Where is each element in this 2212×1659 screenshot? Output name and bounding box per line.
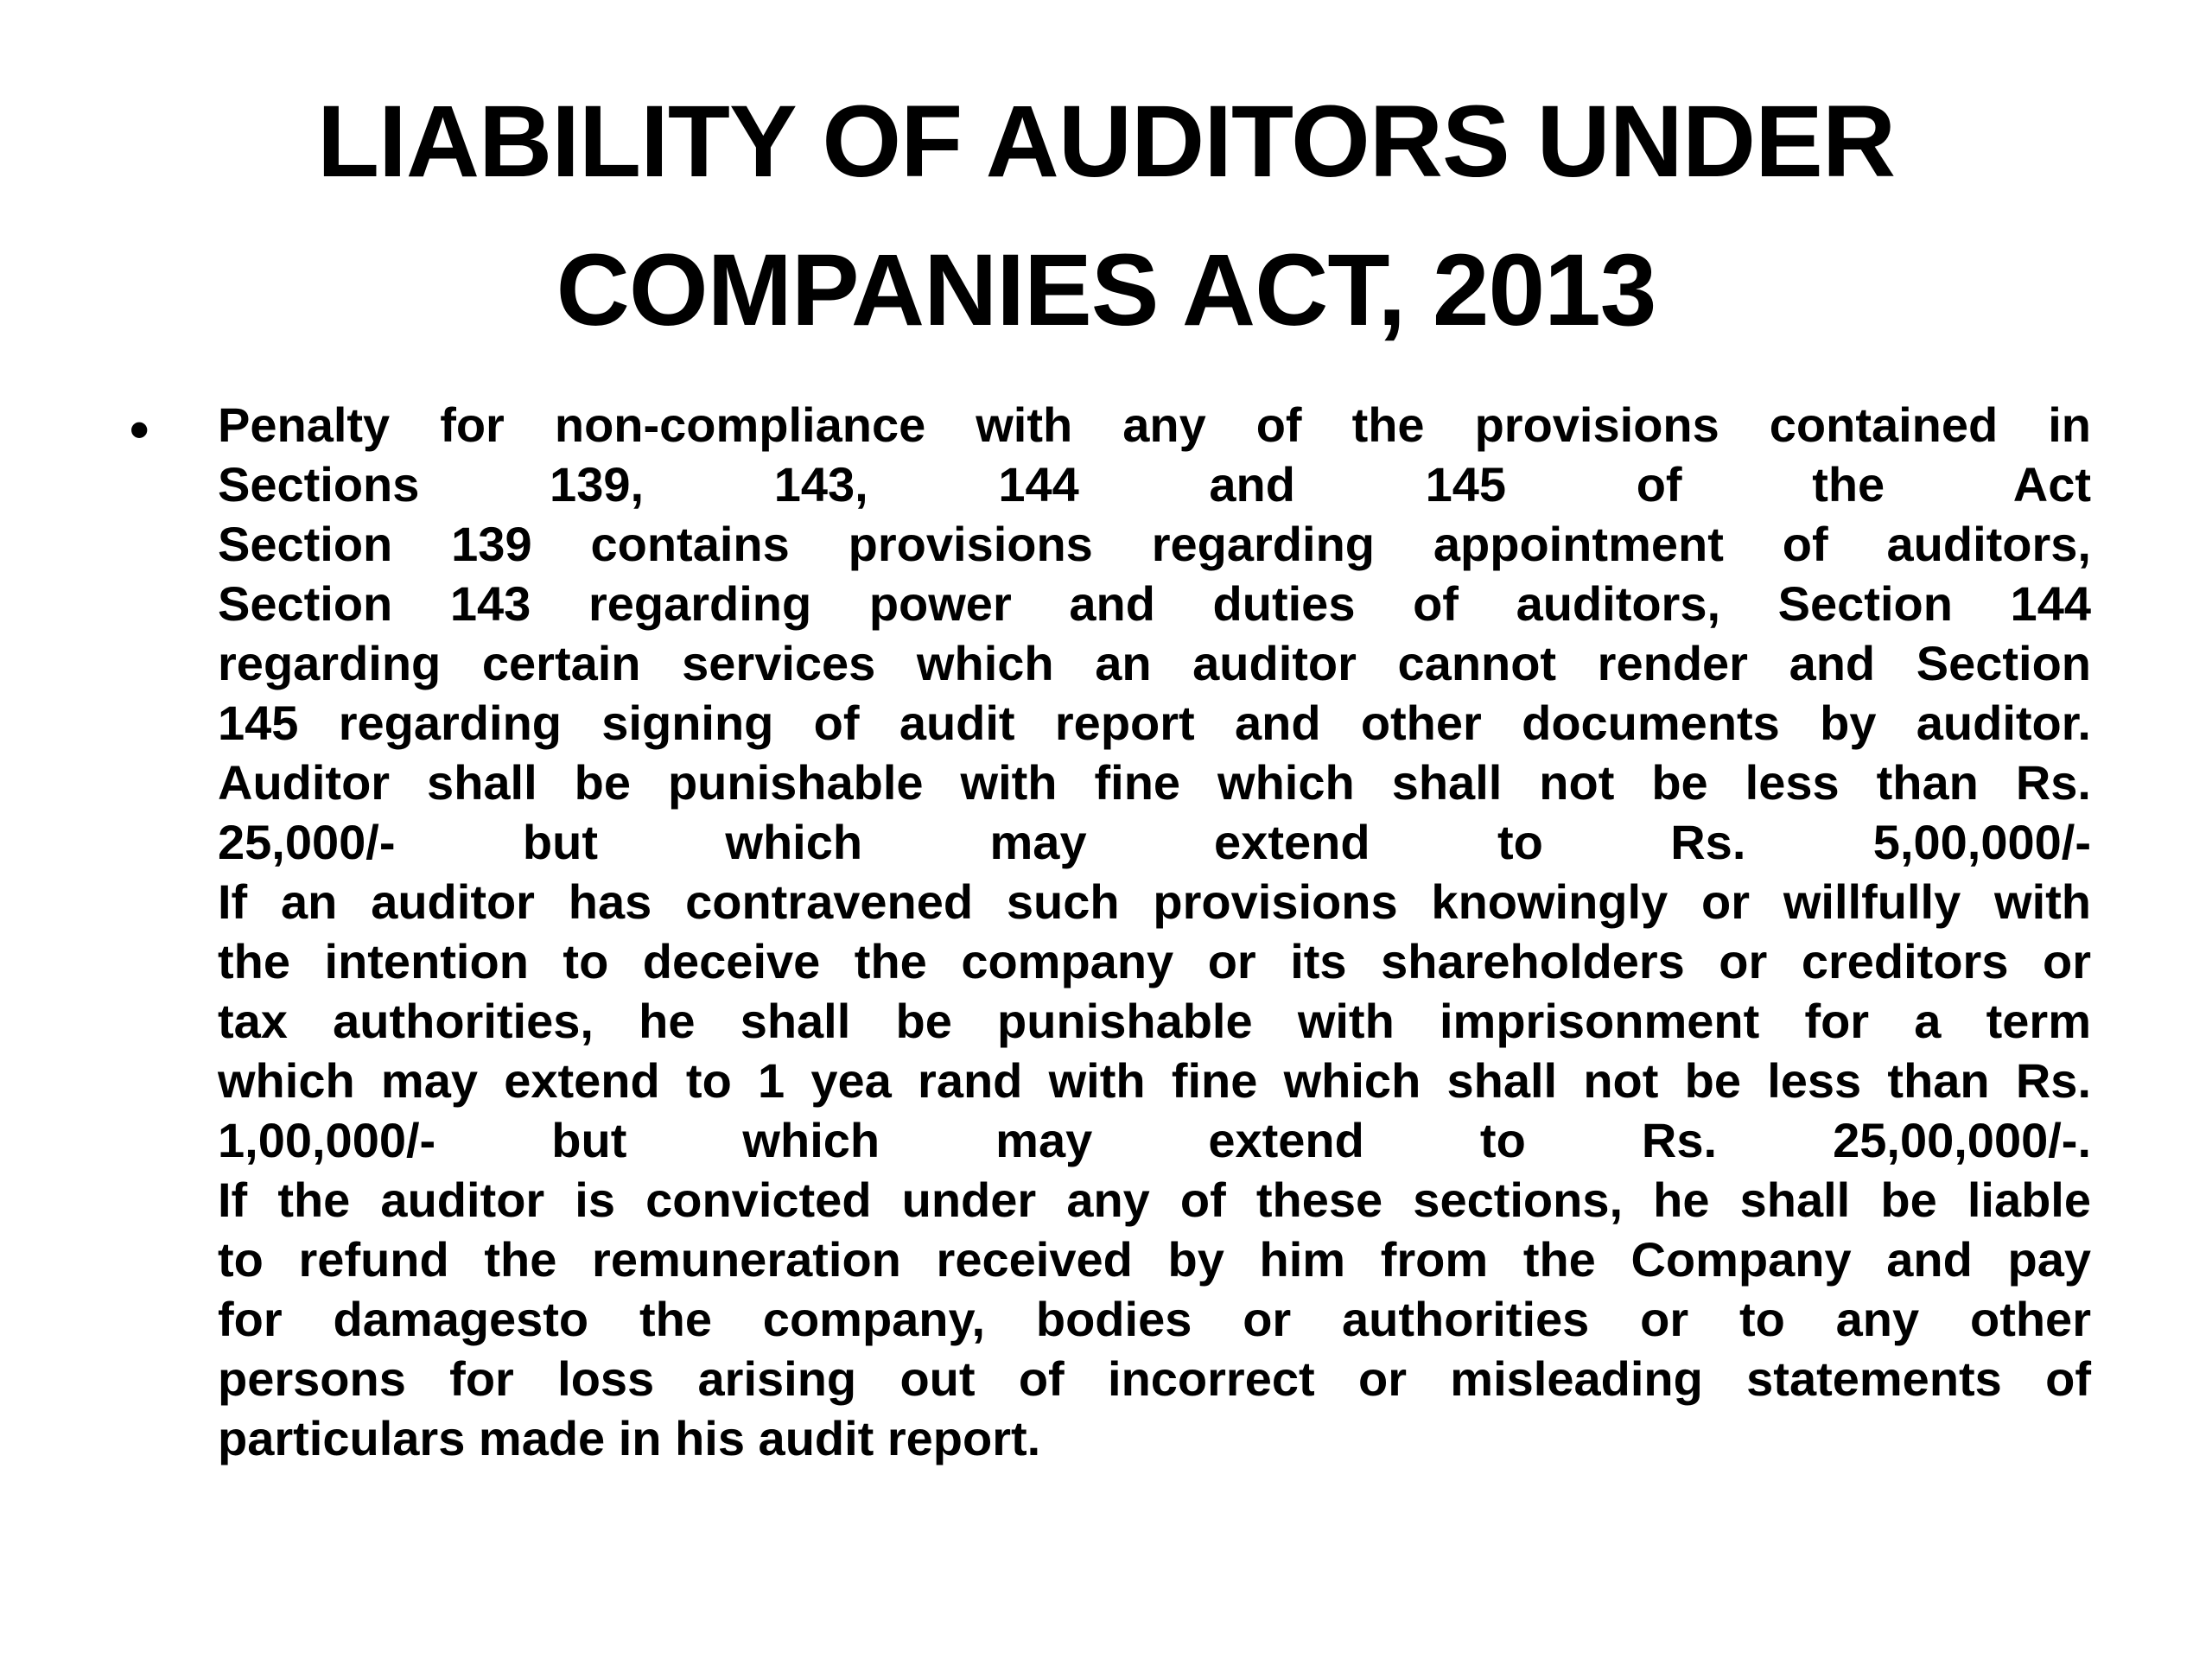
bullet-paragraph: [218, 395, 2091, 1468]
paragraph-line: regarding certain services which an auditor cannot render and Section: [218, 636, 2091, 690]
paragraph-line: particulars made in his audit report.: [218, 1411, 1041, 1465]
paragraph-line: for damagesto the company, bodies or authorities or to any other: [218, 1292, 2091, 1346]
paragraph-line: Penalty for non-compliance with any of the provisions contained in: [218, 397, 2091, 452]
paragraph-line: to refund the remuneration received by him from the Company and pay: [218, 1232, 2091, 1287]
title-line-2: COMPANIES ACT, 2013: [556, 233, 1656, 347]
paragraph-line: Auditor shall be punishable with fine which shall not be less than Rs.: [218, 755, 2091, 810]
paragraph-line: which may extend to 1 yea rand with fine which shall not be less than Rs.: [218, 1053, 2091, 1108]
slide-title: [138, 67, 2074, 365]
paragraph-line: Section 143 regarding power and duties of auditors, Section 144: [218, 576, 2091, 631]
title-line-1: LIABILITY OF AUDITORS UNDER: [316, 85, 1896, 199]
paragraph-line: 1,00,000/- but which may extend to Rs. 25,00,000/-.: [218, 1113, 2091, 1167]
bullet-marker: •: [130, 398, 149, 461]
paragraph-line: If an auditor has contravened such provisions knowingly or willfully with: [218, 874, 2091, 929]
paragraph-line: Sections 139, 143, 144 and 145 of the Act: [218, 457, 2091, 512]
paragraph-line: tax authorities, he shall be punishable with imprisonment for a term: [218, 994, 2091, 1048]
paragraph-line: persons for loss arising out of incorrect or misleading statements of: [218, 1351, 2091, 1406]
paragraph-line: 25,000/- but which may extend to Rs. 5,00,000/-: [218, 815, 2091, 869]
paragraph-line: If the auditor is convicted under any of these sections, he shall be liable: [218, 1173, 2091, 1227]
paragraph-line: 145 regarding signing of audit report and other documents by auditor.: [218, 696, 2091, 750]
paragraph-line: the intention to deceive the company or its shareholders or creditors or: [218, 934, 2091, 988]
paragraph-line: Section 139 contains provisions regarding appointment of auditors,: [218, 517, 2091, 571]
